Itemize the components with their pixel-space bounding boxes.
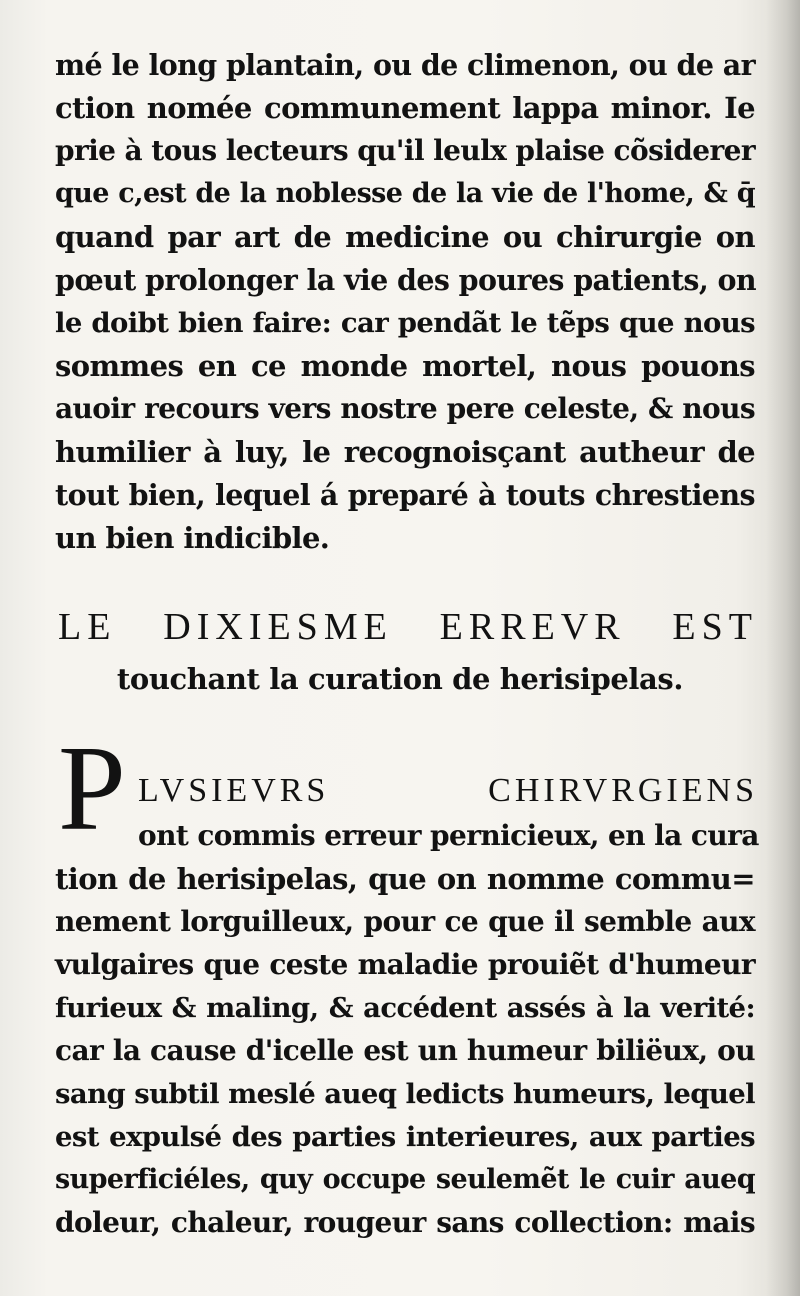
text-line: vulgaires que ceste maladie prouiẽt d'humeur	[55, 948, 755, 981]
text-line: mé le long plantain, ou de climenon, ou de ar	[55, 48, 755, 82]
text-line: car la cause d'icelle est un humeur biliëux, ou	[55, 1034, 755, 1067]
text-line: doleur, chaleur, rougeur sans collection: mais	[55, 1206, 755, 1239]
text-line: le doibt bien faire: car pendãt le tẽps que nous	[55, 307, 755, 339]
text-line: superficiéles, quy occupe seulemẽt le cuir aueq	[55, 1164, 755, 1195]
text-line: pœut prolonger la vie des poures patients, on	[55, 263, 757, 297]
text-line: furieux & maling, & accédent assés à la verité:	[55, 992, 755, 1024]
page-edge-shadow	[766, 0, 800, 1296]
text-line: sommes en ce monde mortel, nous pouons	[55, 349, 755, 383]
text-line: nement lorguilleux, pour ce que il semble aux	[55, 905, 755, 938]
text-line: ction nomée communement lappa minor. Ie	[55, 91, 755, 125]
text-line: sang subtil meslé aueq ledicts humeurs, lequel	[55, 1078, 755, 1110]
text-line: ont commis erreur pernicieux, en la cura	[138, 819, 759, 852]
text-line: tion de herisipelas, que on nomme commu=	[55, 862, 755, 896]
chapter-heading: LE DIXIESME ERREVR EST	[58, 606, 758, 648]
drop-cap: P	[58, 721, 126, 856]
text-line: quand par art de medicine ou chirurgie on	[55, 220, 755, 254]
text-line: auoir recours vers nostre pere celeste, & nous	[55, 392, 755, 425]
text-line: que c,est de la noblesse de la vie de l'home, & q̄	[55, 178, 755, 209]
opening-caps-line: LVSIEVRS CHIRVRGIENS	[138, 772, 758, 809]
text-line: est expulsé des parties interieures, aux parties	[55, 1121, 755, 1153]
text-line: tout bien, lequel á preparé à touts chrestiens	[55, 478, 755, 512]
text-line: prie à tous lecteurs qu'il leulx plaise cõsiderer	[55, 134, 755, 167]
chapter-subheading: touchant la curation de herisipelas.	[116, 662, 684, 696]
text-line: un bien indicible.	[55, 521, 330, 555]
text-line: humilier à luy, le recognoisçant autheur de	[55, 435, 755, 469]
